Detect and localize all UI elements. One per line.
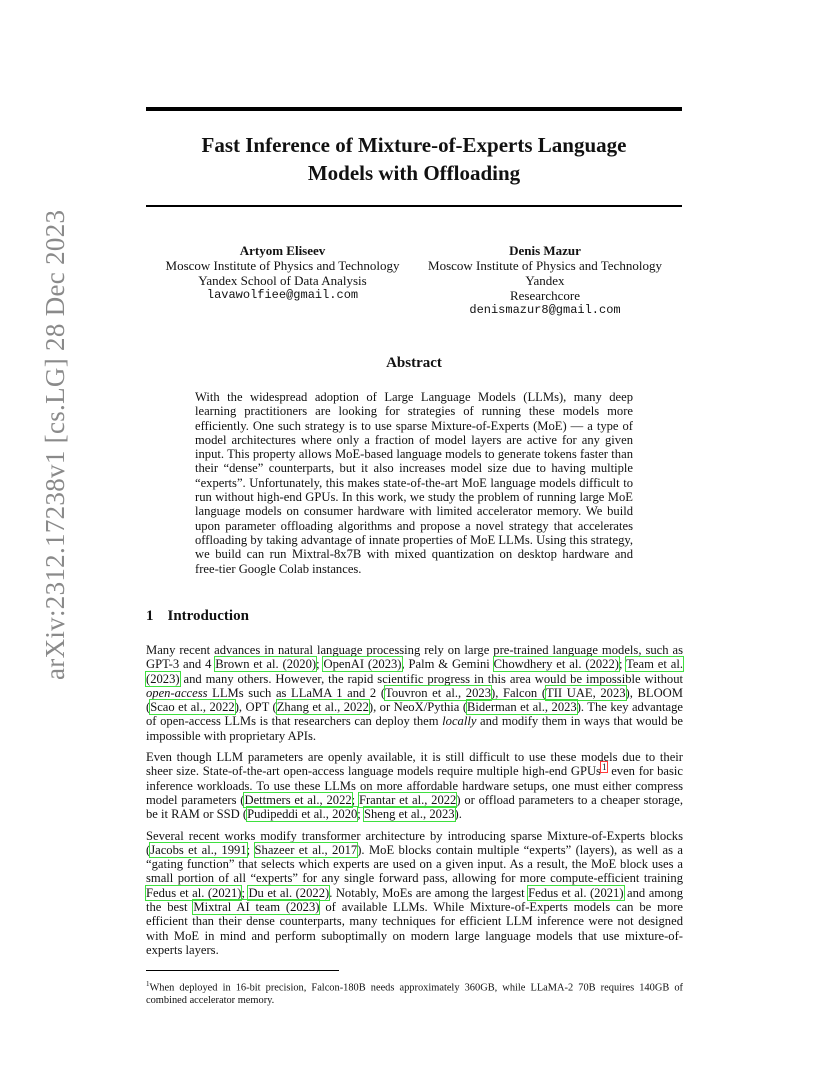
text-run: . Notably, MoEs are among the largest [329,885,529,900]
text-run: ; [618,657,627,672]
text-run: , Palm & Gemini [401,657,494,672]
author-email[interactable]: lavawolfiee@gmail.com [206,288,359,302]
abstract-text: With the widespread adoption of Large Language Models (LLMs), many deep learning practitioners are looking for strategies of running these models more efficiently. One such strategy is to use sparse Mixture-of-Experts (MoE) — a type of model architectures where only a fraction of model layers are active for any given input. This property allows MoE-based language models to generate tokens faster than their “dense” counterparts, but it also increases model size due to having multiple “experts”. Unfortunately, this makes state-of-the-art MoE language models difficult to run without high-end GPUs. In this work, we study the problem of running large MoE language models on consumer hardware with limited accelerator memory. We build upon parameter offloading algorithms and propose a novel strategy that accelerates offloading by taking advantage of innate properties of MoE LLMs. Using this strategy, we build can run Mixtral-8x7B with mixed quantization on desktop hardware and free-tier Google Colab instances. [195,390,633,576]
text-run: LLMs such as LLaMA 1 and 2 ( [207,685,386,700]
author-affiliation: Moscow Institute of Physics and Technology [165,258,400,273]
citation-link[interactable]: Du et al. (2022) [248,885,330,900]
text-run: Several recent works modify transformer architecture by introducing sparse Mixture-of-Experts blocks ( [146,828,683,857]
author-block-2 [410,243,680,318]
text-run: even for basic inference workloads. To use these LLMs on more affordable hardware setups, one must either compress model parameters ( [146,764,683,807]
citation-link[interactable]: Fedus et al. (2021) [528,885,624,900]
text-run: and among the best [146,885,683,915]
text-run: Even though LLM parameters are openly available, it is still difficult to use these models due to their sheer size. State-of-the-art open-access language models require multiple high-end GPUs [146,750,683,779]
citation-link[interactable]: Frantar et al., 2022 [358,792,457,807]
title-top-rule [146,107,682,111]
text-run: and modify them in ways that would be impossible with proprietary APIs. [146,714,683,743]
footnote [146,978,683,1007]
section-heading [146,608,249,625]
author-affiliation: Yandex [525,273,565,288]
citation-link[interactable]: Brown et al. (2020) [215,657,317,672]
citation-link[interactable]: Scao et al., 2022 [150,700,235,715]
text-run: ; [357,807,364,822]
emphasis: open-access [146,685,208,700]
title-line-2: Models with Offloading [307,161,521,185]
footnote-text: When deployed in 16-bit precision, Falcon-180B needs approximately 360GB, while LLaMA-2 70B requires 140GB of combined accelerator memory. [146,982,683,1006]
text-run: ). [454,807,462,822]
citation-link[interactable]: Dettmers et al., 2022 [244,792,352,807]
text-run: ), BLOOM ( [146,685,683,715]
text-run: ; [241,885,249,900]
paragraph [146,643,683,743]
emphasis: locally [442,714,477,729]
text-run: and many others. However, the rapid scientific progress in this area would be impossible without [179,671,683,686]
text-run: ). MoE blocks contain multiple “experts” (layers), as well as a “gating function” that selects which experts are used on a given input. As a result, the MoE block uses a small portion of all “experts” for any single forward pass, allowing for more compute-efficient training [146,842,684,886]
text-run: ; [316,657,324,672]
text-run: ) or offload parameters to a cheaper storage, be it RAM or SSD ( [146,792,683,822]
citation-link[interactable]: Chowdhery et al. (2022) [493,657,619,672]
title-line-1: Fast Inference of Mixture-of-Experts Language [201,133,627,157]
author-block-1 [150,243,415,303]
author-email[interactable]: denismazur8@gmail.com [469,303,621,317]
citation-link[interactable]: Pudipeddi et al., 2020 [247,807,358,822]
author-name: Denis Mazur [509,243,581,258]
text-run: of available LLMs. While Mixture-of-Experts models can be more efficient than their dense counterparts, many techniques for efficient LLM inference were not designed with MoE in mind and perform suboptimally on modern large language models that use mixture-of-experts layers. [146,900,683,957]
citation-link[interactable]: Fedus et al. (2021) [146,885,242,900]
author-affiliation: Moscow Institute of Physics and Technology [428,258,662,273]
citation-link[interactable]: Jacobs et al., 1991 [150,842,247,857]
text-run: ; [351,792,359,807]
footnote-rule [146,970,339,971]
text-run: ; [246,842,255,857]
citation-link[interactable]: Biderman et al., 2023 [467,700,577,715]
section-number: 1 [146,608,154,624]
text-run: ), or NeoX/Pythia ( [368,700,468,715]
text-run: ), OPT ( [234,700,277,715]
footnote-marker-link[interactable]: 1 [601,762,607,773]
author-name: Artyom Eliseev [239,243,326,258]
text-run: Many recent advances in natural language processing rely on large pre-trained language models, such as GPT-3 and 4 [146,643,683,672]
citation-link[interactable]: OpenAI (2023) [323,657,402,672]
text-run: ). The key advantage of open-access LLMs is that researchers can deploy them [146,700,683,729]
text-run: ), Falcon ( [491,685,547,700]
paragraph [146,829,683,958]
citation-link[interactable]: Mixtral AI team (2023) [193,900,320,915]
title-bottom-rule [146,205,682,207]
citation-link[interactable]: Team et al. (2023) [146,657,683,686]
citation-link[interactable]: TII UAE, 2023 [546,685,626,700]
citation-link[interactable]: Shazeer et al., 2017 [254,842,358,857]
citation-link[interactable]: Sheng et al., 2023 [363,807,455,822]
author-affiliation: Researchcore [509,288,580,303]
introduction-body [146,643,683,964]
paper-title [146,131,682,187]
author-affiliation: Yandex School of Data Analysis [198,273,367,288]
section-title: Introduction [167,608,249,624]
footnote-mark: 1 [146,980,150,988]
abstract-heading: Abstract [386,355,442,371]
citation-link[interactable]: Touvron et al., 2023 [385,685,491,700]
citation-link[interactable]: Zhang et al., 2022 [276,700,369,715]
paragraph [146,750,683,821]
arxiv-identifier-stamp: arXiv:2312.17238v1 [cs.LG] 28 Dec 2023 [40,209,70,680]
